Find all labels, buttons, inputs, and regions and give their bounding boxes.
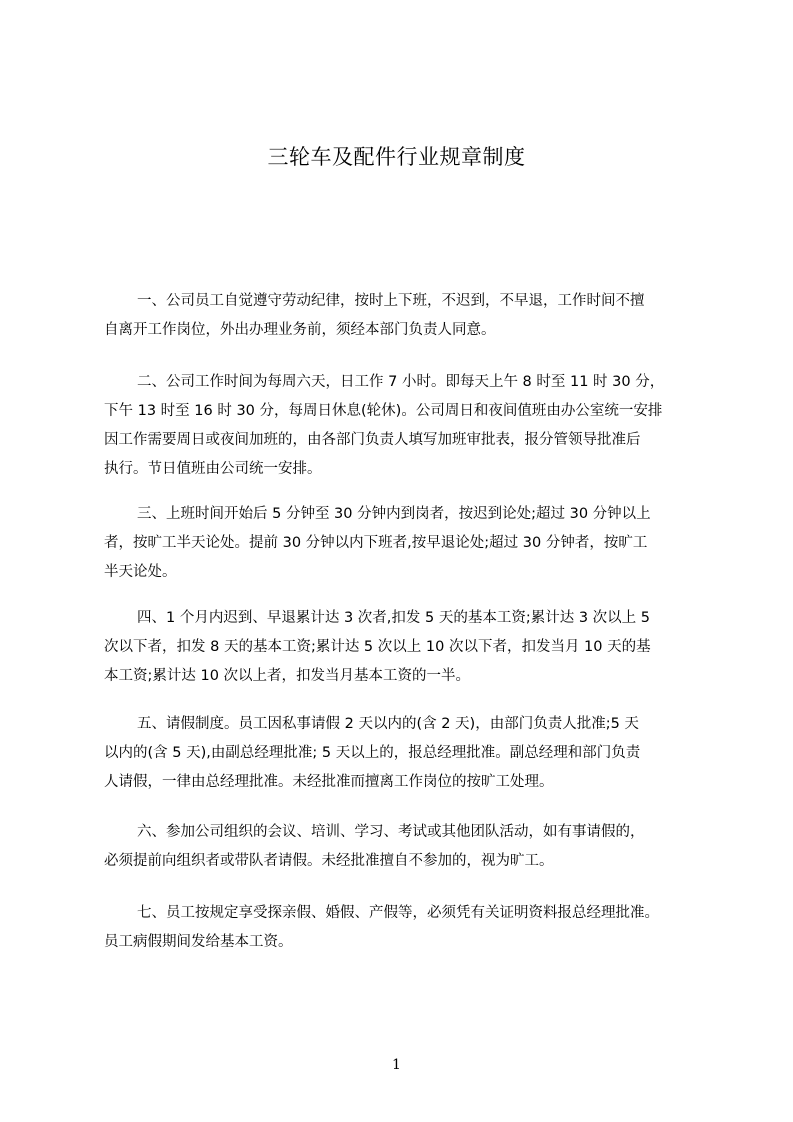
article-line: 三、上班时间开始后 5 分钟至 30 分钟内到岗者，按迟到论处;超过 30 分钟以上 (137, 506, 651, 522)
article-5 (104, 710, 699, 797)
article-line: 执行。节日值班由公司统一安排。 (104, 461, 322, 477)
article-line: 本工资;累计达 10 次以上者，扣发当月基本工资的一半。 (104, 668, 471, 684)
article-line: 自离开工作岗位，外出办理业务前，须经本部门负责人同意。 (104, 322, 496, 338)
article-2 (104, 368, 699, 484)
article-line: 必须提前向组织者或带队者请假。未经批准擅自不参加的，视为旷工。 (104, 853, 554, 869)
article-line: 者，按旷工半天论处。提前 30 分钟以内下班者,按早退论处;超过 30 分钟者，按旷工 (104, 535, 648, 551)
article-line: 二、公司工作时间为每周六天，日工作 7 小时。即每天上午 8 时至 11 时 30 分， (137, 374, 665, 390)
article-line: 以内的(含 5 天),由副总经理批准; 5 天以上的，报总经理批准。副总经理和部门负责 (104, 745, 641, 761)
article-line: 半天论处。 (104, 564, 177, 580)
article-line: 四、1 个月内迟到、早退累计达 3 次者,扣发 5 天的基本工资;累计达 3 次以上 5 (137, 610, 650, 626)
article-line: 因工作需要周日或夜间加班的，由各部门负责人填写加班审批表，报分管领导批准后 (104, 432, 641, 448)
page-number: 1 (392, 1057, 401, 1073)
article-line: 六、参加公司组织的会议、培训、学习、考试或其他团队活动，如有事请假的， (137, 824, 645, 840)
article-line: 五、请假制度。员工因私事请假 2 天以内的(含 2 天)，由部门负责人批准;5 天 (137, 716, 639, 732)
article-3 (104, 500, 699, 587)
page-title: 三轮车及配件行业规章制度 (267, 145, 526, 169)
article-6 (104, 818, 699, 876)
article-7 (104, 899, 699, 957)
article-4 (104, 604, 699, 691)
article-line: 下午 13 时至 16 时 30 分，每周日休息(轮休)。公司周日和夜间值班由办公室统一安排 (104, 403, 663, 419)
article-line: 七、员工按规定享受探亲假、婚假、产假等，必须凭有关证明资料报总经理批准。 (137, 905, 659, 921)
article-line: 人请假，一律由总经理批准。未经批准而擅离工作岗位的按旷工处理。 (104, 774, 554, 790)
article-1 (104, 287, 699, 345)
article-line: 次以下者，扣发 8 天的基本工资;累计达 5 次以上 10 次以下者，扣发当月 10 天的基 (104, 639, 651, 655)
article-line: 一、公司员工自觉遵守劳动纪律，按时上下班，不迟到，不早退，工作时间不擅 (137, 293, 645, 309)
article-line: 员工病假期间发给基本工资。 (104, 934, 293, 950)
